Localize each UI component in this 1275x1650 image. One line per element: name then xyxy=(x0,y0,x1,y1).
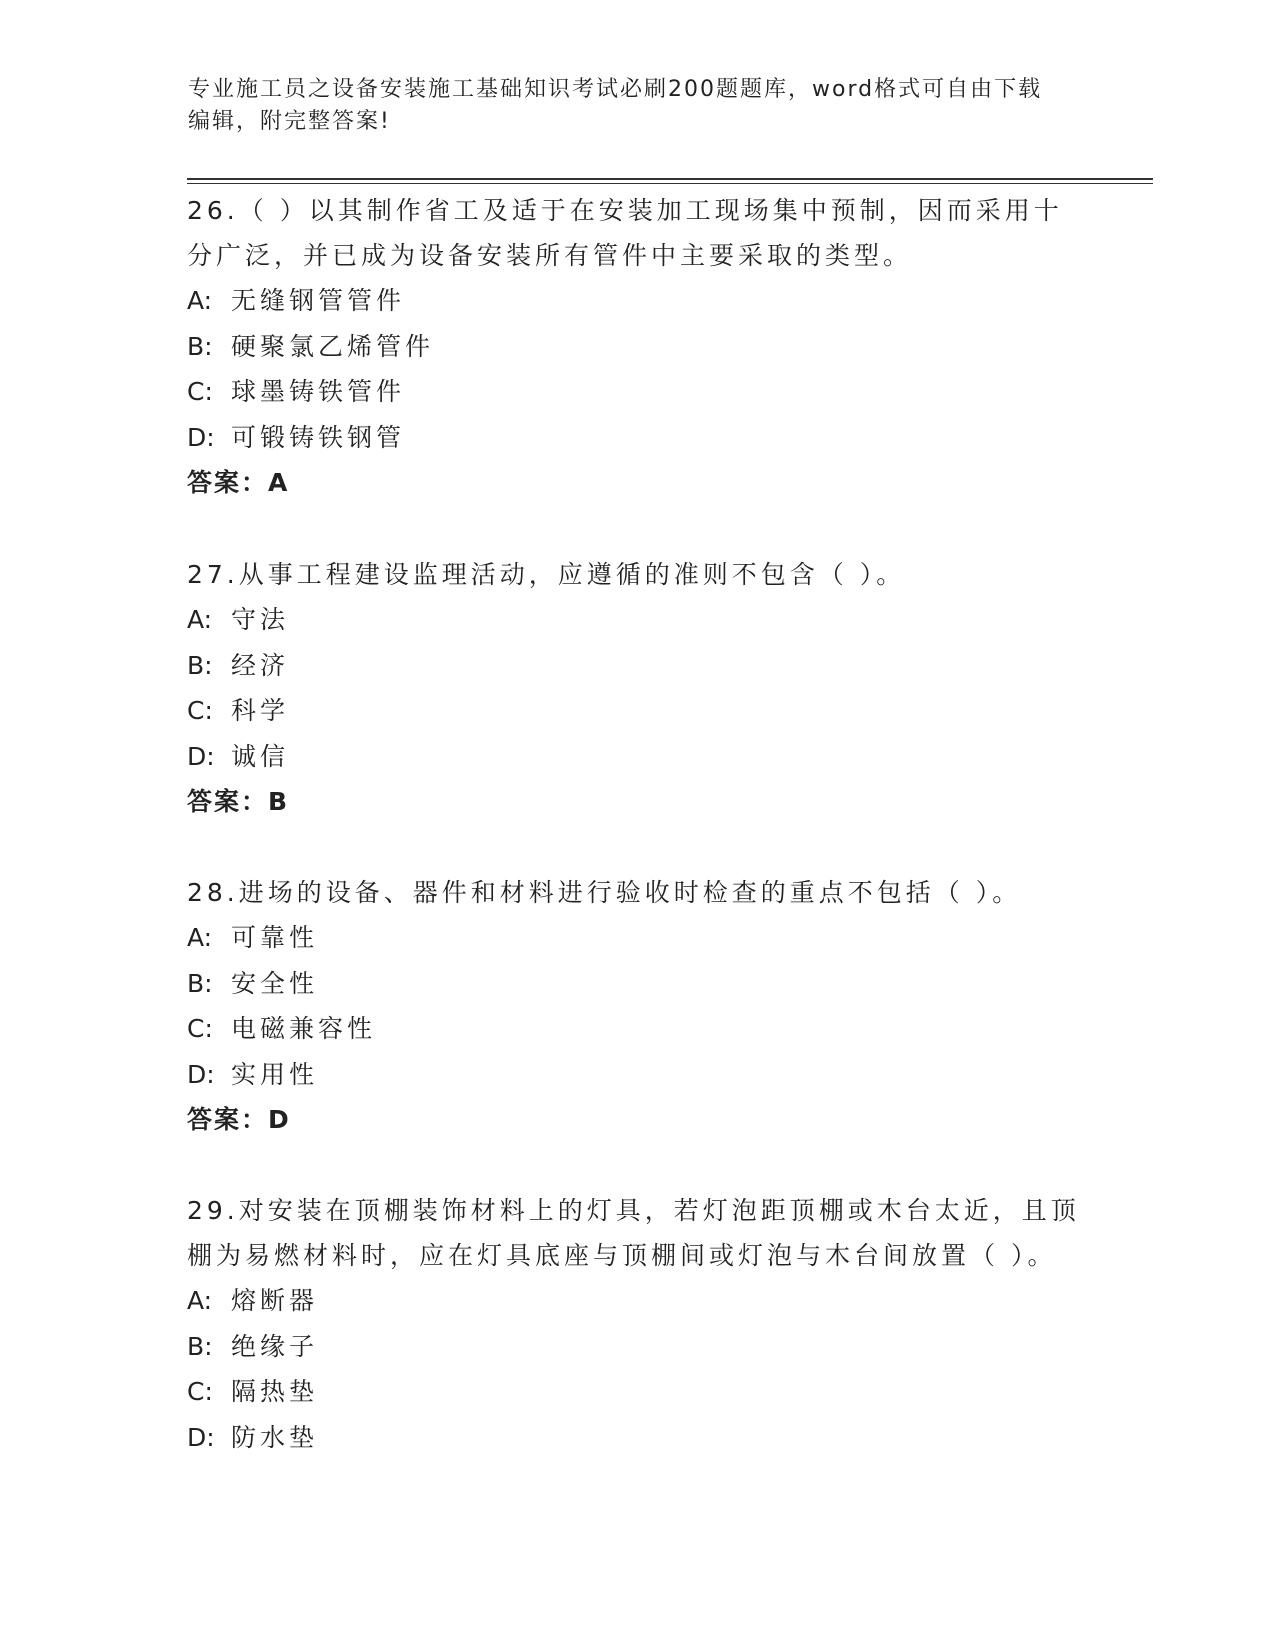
option-b xyxy=(187,324,1087,370)
question-stem-line: 29.对安装在顶棚装饰材料上的灯具，若灯泡距顶棚或木台太近，且顶 xyxy=(187,1196,1080,1225)
option-c xyxy=(187,1006,1087,1052)
option-text: 熔断器 xyxy=(231,1286,319,1315)
question-29 xyxy=(187,1188,1087,1460)
question-stem-line: 28.进场的设备、器件和材料进行验收时检查的重点不包括（ ）。 xyxy=(187,878,1022,907)
option-a xyxy=(187,1278,1087,1324)
option-letter: B: xyxy=(187,1331,213,1361)
option-text: 可靠性 xyxy=(231,923,319,952)
option-text: 球墨铸铁管件 xyxy=(231,377,406,406)
option-text: 实用性 xyxy=(231,1059,319,1089)
question-stem-line: 27.从事工程建设监理活动，应遵循的准则不包含（ ）。 xyxy=(187,560,906,589)
option-letter: A: xyxy=(187,923,213,952)
option-letter: B: xyxy=(187,331,213,361)
option-text: 守法 xyxy=(231,605,290,634)
option-text: 防水垫 xyxy=(231,1422,319,1452)
answer-line: 答案：D xyxy=(187,1105,291,1134)
header-title-line-2: 编辑，附完整答案! xyxy=(188,109,391,134)
option-d xyxy=(187,734,1087,780)
option-letter: D: xyxy=(187,741,215,771)
option-text: 电磁兼容性 xyxy=(231,1014,377,1043)
option-d xyxy=(187,1052,1087,1098)
option-letter: B: xyxy=(187,968,213,998)
option-text: 科学 xyxy=(231,696,290,725)
answer-line: 答案：B xyxy=(187,787,290,816)
option-c xyxy=(187,369,1087,415)
question-26 xyxy=(187,188,1087,505)
header-title-line-1: 专业施工员之设备安装施工基础知识考试必刷200题题库，word格式可自由下载 xyxy=(188,77,1043,102)
option-letter: D: xyxy=(187,1059,215,1089)
option-text: 硬聚氯乙烯管件 xyxy=(231,331,435,361)
option-text: 绝缘子 xyxy=(231,1331,319,1361)
option-letter: B: xyxy=(187,650,213,680)
option-b xyxy=(187,643,1087,689)
option-text: 诚信 xyxy=(231,741,290,771)
option-text: 经济 xyxy=(231,650,290,680)
option-d xyxy=(187,415,1087,461)
header-divider-thick xyxy=(187,178,1153,180)
answer-line: 答案：A xyxy=(187,468,290,497)
question-27 xyxy=(187,552,1087,824)
question-stem-line: 棚为易燃材料时，应在灯具底座与顶棚间或灯泡与木台间放置（ ）。 xyxy=(187,1241,1057,1270)
option-c xyxy=(187,688,1087,734)
question-stem-line: 分广泛，并已成为设备安装所有管件中主要采取的类型。 xyxy=(187,241,913,270)
option-a xyxy=(187,278,1087,324)
option-letter: C: xyxy=(187,1014,213,1043)
option-letter: A: xyxy=(187,1286,213,1315)
option-text: 无缝钢管管件 xyxy=(231,286,406,315)
option-letter: C: xyxy=(187,1377,213,1406)
option-a xyxy=(187,915,1087,961)
option-letter: A: xyxy=(187,286,213,315)
option-d xyxy=(187,1415,1087,1461)
option-letter: C: xyxy=(187,377,213,406)
option-letter: A: xyxy=(187,605,213,634)
option-text: 可锻铸铁钢管 xyxy=(231,422,406,452)
option-c xyxy=(187,1369,1087,1415)
question-stem-line: 26.（ ）以其制作省工及适于在安装加工现场集中预制，因而采用十 xyxy=(187,196,1063,225)
option-text: 隔热垫 xyxy=(231,1377,319,1406)
document-header xyxy=(188,74,1068,138)
option-b xyxy=(187,1324,1087,1370)
option-letter: D: xyxy=(187,1422,215,1452)
option-a xyxy=(187,597,1087,643)
option-letter: C: xyxy=(187,696,213,725)
question-28 xyxy=(187,870,1087,1142)
option-b xyxy=(187,961,1087,1007)
option-text: 安全性 xyxy=(231,968,319,998)
option-letter: D: xyxy=(187,422,215,452)
header-divider-thin xyxy=(187,183,1153,184)
